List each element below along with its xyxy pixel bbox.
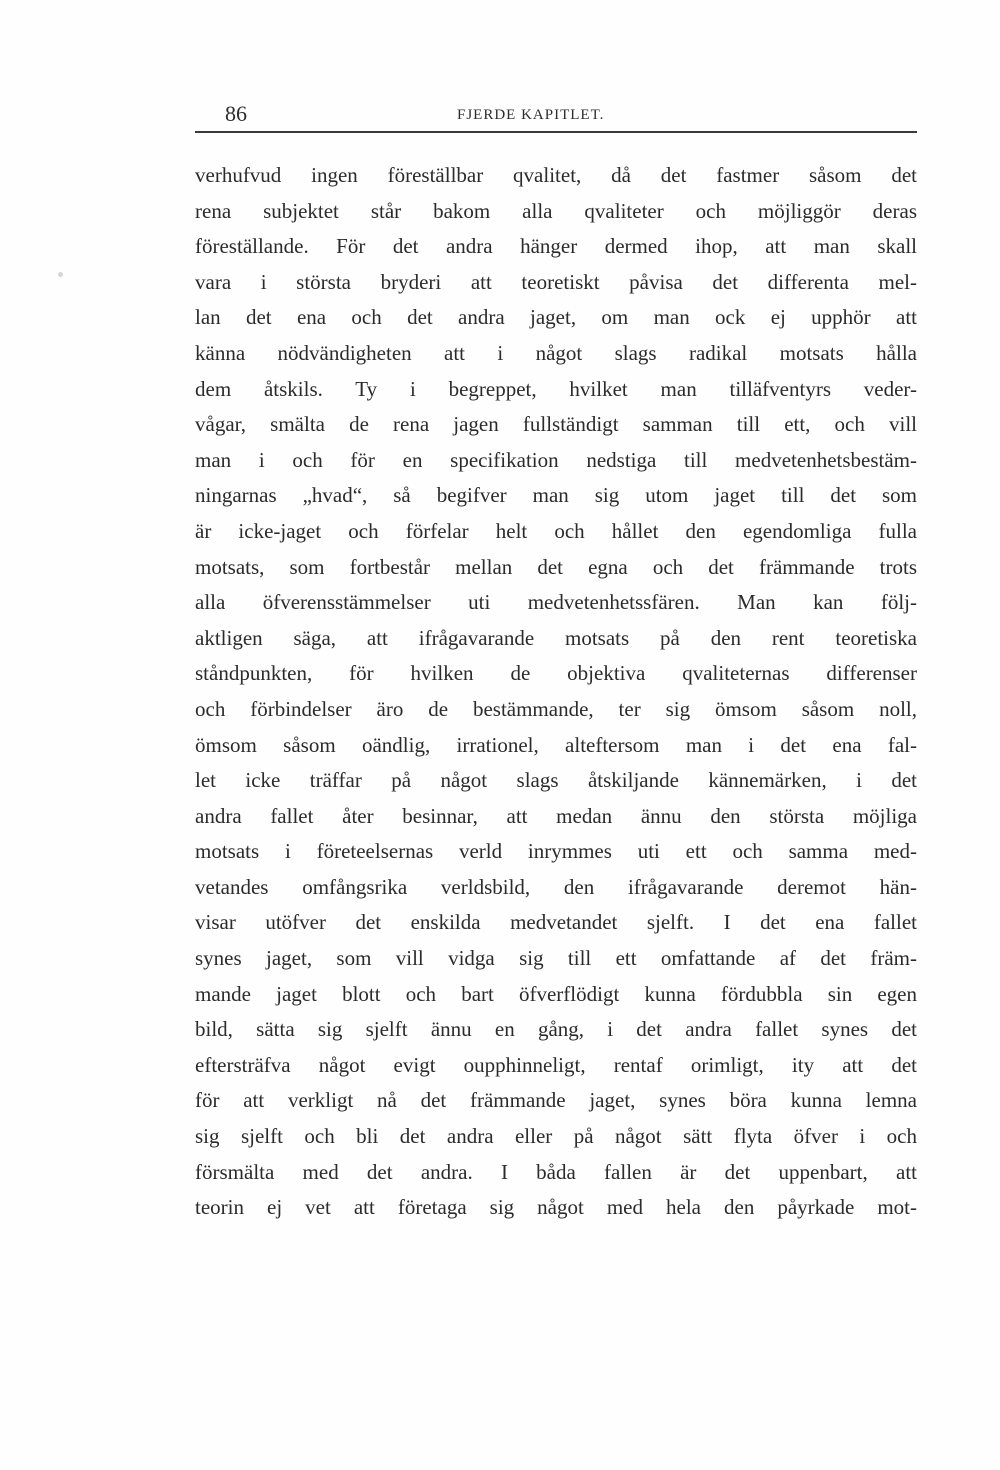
text-line: är icke-jaget och förfelar helt och hållet den egendomliga fulla bbox=[195, 518, 917, 543]
text-line: synes jaget, som vill vidga sig till ett omfattande af det främ- bbox=[195, 946, 917, 971]
text-line: alla öfverensstämmelser uti medvetenhetssfären. Man kan följ- bbox=[195, 590, 917, 615]
body-text bbox=[195, 158, 917, 1226]
text-line: rena subjektet står bakom alla qvaliteter och möjliggör deras bbox=[195, 198, 917, 223]
text-line: andra fallet åter besinnar, att medan ännu den största möjliga bbox=[195, 803, 917, 828]
text-line: ömsom såsom oändlig, irrationel, alteftersom man i det ena fal- bbox=[195, 732, 917, 757]
text-line: motsats, som fortbestår mellan det egna och det främmande trots bbox=[195, 554, 917, 579]
text-line: för att verkligt nå det främmande jaget, synes böra kunna lemna bbox=[195, 1088, 917, 1113]
text-line: visar utöfver det enskilda medvetandet sjelft. I det ena fallet bbox=[195, 910, 917, 935]
text-line: ståndpunkten, för hvilken de objektiva qvaliteternas differenser bbox=[195, 661, 917, 686]
page-number: 86 bbox=[225, 101, 247, 126]
text-line: ningarnas „hvad“, så begifver man sig utom jaget till det som bbox=[195, 483, 917, 508]
text-line: försmälta med det andra. I båda fallen är det uppenbart, att bbox=[195, 1159, 917, 1184]
text-line: vetandes omfångsrika verldsbild, den ifrågavarande deremot hän- bbox=[195, 874, 917, 899]
header-rule bbox=[195, 131, 917, 133]
text-line: lan det ena och det andra jaget, om man ock ej upphör att bbox=[195, 305, 917, 330]
running-head bbox=[195, 100, 917, 128]
text-line: dem åtskils. Ty i begreppet, hvilket man tilläfventyrs veder- bbox=[195, 376, 917, 401]
text-line: och förbindelser äro de bestämmande, ter sig ömsom såsom noll, bbox=[195, 696, 917, 721]
text-line: verhufvud ingen föreställbar qvalitet, då det fastmer såsom det bbox=[195, 163, 917, 187]
text-line: let icke träffar på något slags åtskiljande kännemärken, i det bbox=[195, 768, 917, 793]
paper-speck bbox=[58, 272, 63, 277]
text-line: bild, sätta sig sjelft ännu en gång, i det andra fallet synes det bbox=[195, 1017, 917, 1042]
text-line: känna nödvändigheten att i något slags radikal motsats hålla bbox=[195, 340, 917, 365]
text-line: eftersträfva något evigt oupphinneligt, rentaf orimligt, ity att det bbox=[195, 1052, 917, 1077]
text-line: sig sjelft och bli det andra eller på något sätt flyta öfver i och bbox=[195, 1124, 917, 1149]
text-line: teorin ej vet att företaga sig något med hela den påyrkade mot- bbox=[195, 1195, 917, 1220]
text-line: motsats i företeelsernas verld inrymmes uti ett och samma med- bbox=[195, 839, 917, 864]
chapter-title: FJERDE KAPITLET. bbox=[457, 107, 605, 123]
text-line: föreställande. För det andra hänger dermed ihop, att man skall bbox=[195, 234, 917, 259]
text-line: aktligen säga, att ifrågavarande motsats på den rent teoretiska bbox=[195, 625, 917, 650]
text-line: mande jaget blott och bart öfverflödigt kunna fördubbla sin egen bbox=[195, 981, 917, 1006]
text-line: man i och för en specifikation nedstiga till medvetenhetsbestäm- bbox=[195, 447, 917, 472]
text-line: vågar, smälta de rena jagen fullständigt samman till ett, och vill bbox=[195, 412, 917, 437]
text-line: vara i största bryderi att teoretiskt påvisa det differenta mel- bbox=[195, 269, 917, 294]
